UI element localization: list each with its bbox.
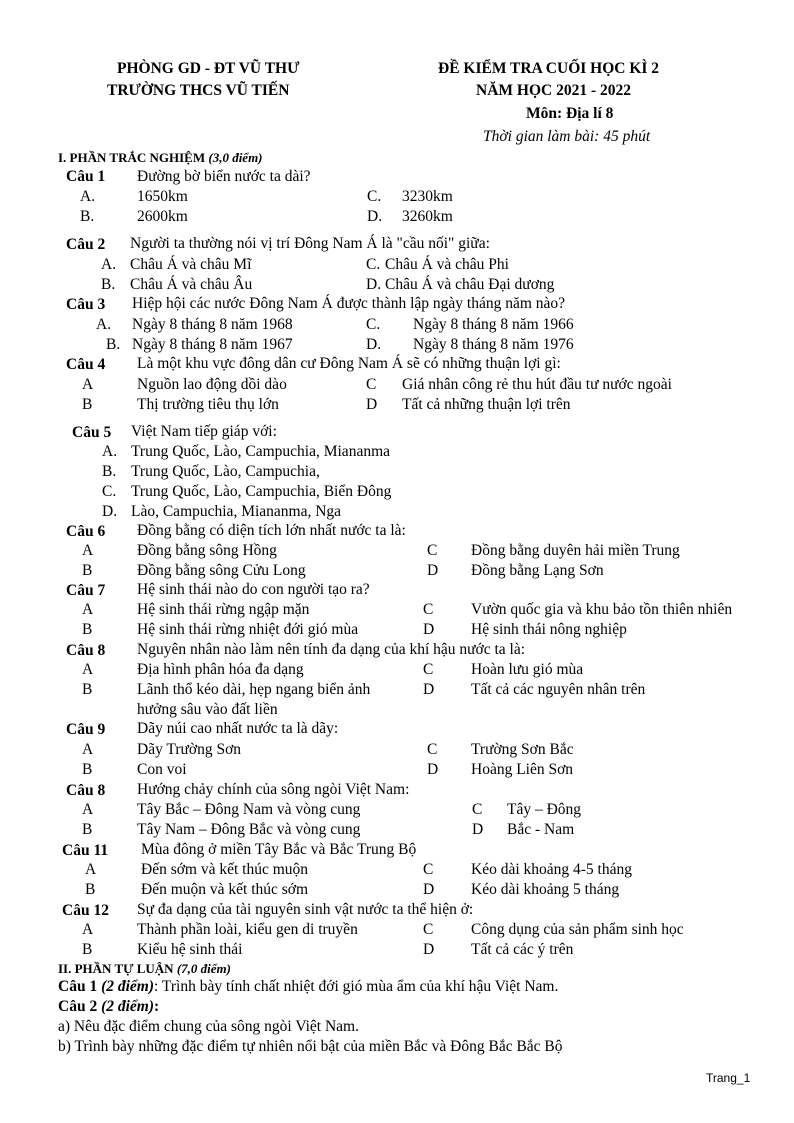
option-text: Dãy Trường Sơn (137, 741, 242, 758)
option-letter: B. (106, 336, 121, 353)
question-text: Là một khu vực đông dân cư Đông Nam Á sẽ có những thuận lợi gì: (137, 355, 561, 372)
option-text: Hệ sinh thái nông nghiệp (471, 621, 627, 638)
option-letter: A (82, 376, 94, 393)
option-text: Hệ sinh thái rừng nhiệt đới gió mùa (137, 621, 359, 638)
question-text: Đường bờ biển nước ta dài? (137, 168, 311, 185)
section2-points: (7,0 điểm) (176, 961, 231, 976)
question-label: Câu 1 (66, 168, 106, 185)
essay-q2-part-a: a) Nêu đặc điểm chung của sông ngòi Việt Nam. (58, 1018, 359, 1035)
option-letter: B. (101, 276, 116, 293)
option-letter: D (423, 681, 435, 698)
question-text: Dãy núi cao nhất nước ta là dãy: (137, 720, 339, 737)
essay-q2-part-b: b) Trình bày những đặc điểm tự nhiên nổi bật của miền Bắc và Đông Bắc Bắc Bộ (58, 1038, 563, 1055)
option-text: Trung Quốc, Lào, Campuchia, Biển Đông (131, 483, 392, 500)
option-text: Đến sớm và kết thúc muộn (141, 861, 309, 878)
option-text: Châu Á và châu Âu (130, 276, 253, 293)
option-letter: A (82, 542, 94, 559)
option-letter: C (423, 661, 434, 678)
option-text-continuation: hưởng sâu vào đất liền (137, 701, 278, 718)
question-label: Câu 9 (66, 721, 106, 738)
option-text: Ngày 8 tháng 8 năm 1976 (413, 336, 574, 353)
essay-q1-text: : Trình bày tính chất nhiệt đới gió mùa ẩm của khí hậu Việt Nam. (154, 978, 559, 995)
option-letter: B (85, 881, 96, 898)
question-text: Hiệp hội các nước Đông Nam Á được thành lập ngày tháng năm nào? (132, 295, 566, 312)
option-letter: D. (102, 503, 118, 520)
option-text: Tây Bắc – Đông Nam và vòng cung (137, 801, 361, 818)
option-letter: C (472, 801, 483, 818)
option-text: Ngày 8 tháng 8 năm 1966 (413, 316, 574, 333)
school-name: TRƯỜNG THCS VŨ TIẾN (107, 82, 290, 99)
option-letter: C (427, 741, 438, 758)
option-letter: D (366, 396, 378, 413)
option-text: Hoàng Liên Sơn (471, 761, 574, 778)
option-text: 1650km (137, 188, 188, 205)
option-letter: C (366, 376, 377, 393)
page-number: Trang_1 (706, 1071, 751, 1085)
option-text: 3230km (402, 188, 453, 205)
option-text: Công dụng của sản phẩm sinh học (471, 921, 684, 938)
option-letter: D (472, 821, 484, 838)
option-text: Lào, Campuchia, Miananma, Nga (131, 503, 342, 520)
option-text: Hoàn lưu gió mùa (471, 661, 584, 678)
option-text: Trung Quốc, Lào, Campuchia, (131, 463, 320, 480)
option-text: Đồng bằng duyên hải miền Trung (471, 542, 680, 559)
option-letter: A (82, 661, 94, 678)
option-letter: D (423, 621, 435, 638)
essay-question-1 (58, 978, 558, 996)
time-limit: Thời gian làm bài: 45 phút (483, 128, 651, 145)
option-text: Hệ sinh thái rừng ngập mặn (137, 601, 310, 618)
essay-question-2 (58, 998, 159, 1016)
option-text: Bắc - Nam (507, 821, 575, 838)
subject: Môn: Địa lí 8 (526, 105, 614, 122)
question-text: Mùa đông ở miền Tây Bắc và Bắc Trung Bộ (141, 841, 417, 858)
option-letter: C (423, 921, 434, 938)
question-text: Hệ sinh thái nào do con người tạo ra? (137, 581, 370, 598)
option-letter: D (423, 881, 435, 898)
option-text: Ngày 8 tháng 8 năm 1968 (132, 316, 293, 333)
option-letter: C. (102, 483, 117, 500)
option-text: Tất cả các ý trên (471, 941, 574, 958)
option-letter: A (85, 861, 97, 878)
section2-title: II. PHẦN TỰ LUẬN (58, 961, 174, 976)
option-letter: A (82, 741, 94, 758)
option-letter: D. (366, 276, 382, 293)
option-letter: A (82, 921, 94, 938)
option-letter: B (82, 761, 93, 778)
question-text: Nguyên nhân nào làm nên tính đa dạng của khí hậu nước ta là: (137, 641, 526, 658)
option-text: Trung Quốc, Lào, Campuchia, Miananma (131, 443, 391, 460)
option-letter: A. (80, 188, 96, 205)
option-letter: D (423, 941, 435, 958)
section1-heading (58, 150, 263, 166)
option-letter: D. (366, 336, 382, 353)
option-text: Vườn quốc gia và khu bảo tồn thiên nhiên (471, 601, 733, 618)
option-text: Châu Á và châu Mĩ (130, 256, 252, 273)
option-letter: B (82, 396, 93, 413)
section2-heading (58, 961, 231, 977)
question-label: Câu 4 (66, 356, 106, 373)
exam-title: ĐỀ KIỂM TRA CUỐI HỌC KÌ 2 (438, 60, 660, 77)
essay-q1-label: Câu 1 (58, 978, 98, 995)
option-letter: B. (102, 463, 117, 480)
section1-points: (3,0 điểm) (208, 150, 263, 165)
question-label: Câu 8 (66, 642, 106, 659)
option-text: Ngày 8 tháng 8 năm 1967 (132, 336, 293, 353)
question-label: Câu 6 (66, 523, 106, 540)
option-text: Châu Á và châu Đại dương (385, 276, 555, 293)
option-text: Châu Á và châu Phi (385, 256, 509, 273)
question-label: Câu 8 (66, 782, 106, 799)
option-text: Lãnh thổ kéo dài, hẹp ngang biển ảnh (137, 681, 371, 698)
option-letter: C. (366, 316, 381, 333)
question-label: Câu 7 (66, 582, 106, 599)
school-year: NĂM HỌC 2021 - 2022 (476, 82, 631, 99)
option-text: Địa hình phân hóa đa dạng (137, 661, 304, 678)
option-letter: C (423, 861, 434, 878)
option-letter: D (427, 562, 439, 579)
option-text: Đồng bằng sông Hồng (137, 542, 277, 559)
option-letter: A (82, 801, 94, 818)
option-text: Kiểu hệ sinh thái (137, 941, 243, 958)
option-text: Tây – Đông (507, 801, 582, 818)
question-text: Đồng bằng có diện tích lớn nhất nước ta là: (137, 522, 406, 539)
question-text: Hướng chảy chính của sông ngòi Việt Nam: (137, 781, 410, 798)
option-letter: B (82, 821, 93, 838)
option-text: Kéo dài khoảng 5 tháng (471, 881, 620, 898)
option-text: Tất cả các nguyên nhân trên (471, 681, 646, 698)
option-text: 3260km (402, 208, 453, 225)
option-letter: C. (366, 256, 381, 273)
question-label: Câu 3 (66, 296, 106, 313)
option-text: Đồng bằng sông Cửu Long (137, 562, 306, 579)
option-letter: B (82, 681, 93, 698)
option-letter: B. (80, 208, 95, 225)
essay-q1-points: (2 điểm) (101, 978, 155, 995)
option-text: Đến muộn và kết thúc sớm (141, 881, 309, 898)
option-text: 2600km (137, 208, 188, 225)
option-letter: B (82, 562, 93, 579)
option-letter: A. (96, 316, 112, 333)
essay-q2-colon: : (154, 998, 160, 1015)
option-letter: B (82, 621, 93, 638)
option-text: Giá nhân công rẻ thu hút đầu tư nước ngoài (402, 376, 672, 393)
option-text: Tất cả những thuận lợi trên (402, 396, 571, 413)
essay-q2-label: Câu 2 (58, 998, 98, 1015)
question-text: Việt Nam tiếp giáp với: (131, 423, 277, 440)
option-text: Trường Sơn Bắc (471, 741, 574, 758)
question-label: Câu 12 (62, 902, 109, 919)
option-letter: C. (367, 188, 382, 205)
option-text: Con voi (137, 761, 187, 778)
question-label: Câu 2 (66, 236, 106, 253)
option-text: Thành phần loài, kiểu gen di truyền (137, 921, 358, 938)
option-text: Tây Nam – Đông Bắc và vòng cung (137, 821, 361, 838)
option-text: Kéo dài khoảng 4-5 tháng (471, 861, 632, 878)
option-text: Nguồn lao động dồi dào (137, 376, 287, 393)
essay-q2-points: (2 điểm) (101, 998, 155, 1015)
option-letter: B (82, 941, 93, 958)
option-letter: C (427, 542, 438, 559)
option-letter: A. (102, 443, 118, 460)
department-name: PHÒNG GD - ĐT VŨ THƯ (117, 60, 300, 77)
option-letter: D (427, 761, 439, 778)
option-text: Thị trường tiêu thụ lớn (137, 396, 279, 413)
question-text: Người ta thường nói vị trí Đông Nam Á là "cầu nối" giữa: (130, 235, 490, 252)
question-label: Câu 11 (62, 842, 109, 859)
option-letter: D. (367, 208, 383, 225)
question-text: Sự đa dạng của tài nguyên sinh vật nước ta thể hiện ở: (137, 901, 474, 918)
question-label: Câu 5 (72, 424, 112, 441)
option-letter: C (423, 601, 434, 618)
section1-title: I. PHẦN TRẮC NGHIỆM (58, 150, 206, 165)
option-text: Đồng bằng Lạng Sơn (471, 562, 604, 579)
option-letter: A (82, 601, 94, 618)
option-letter: A. (101, 256, 117, 273)
